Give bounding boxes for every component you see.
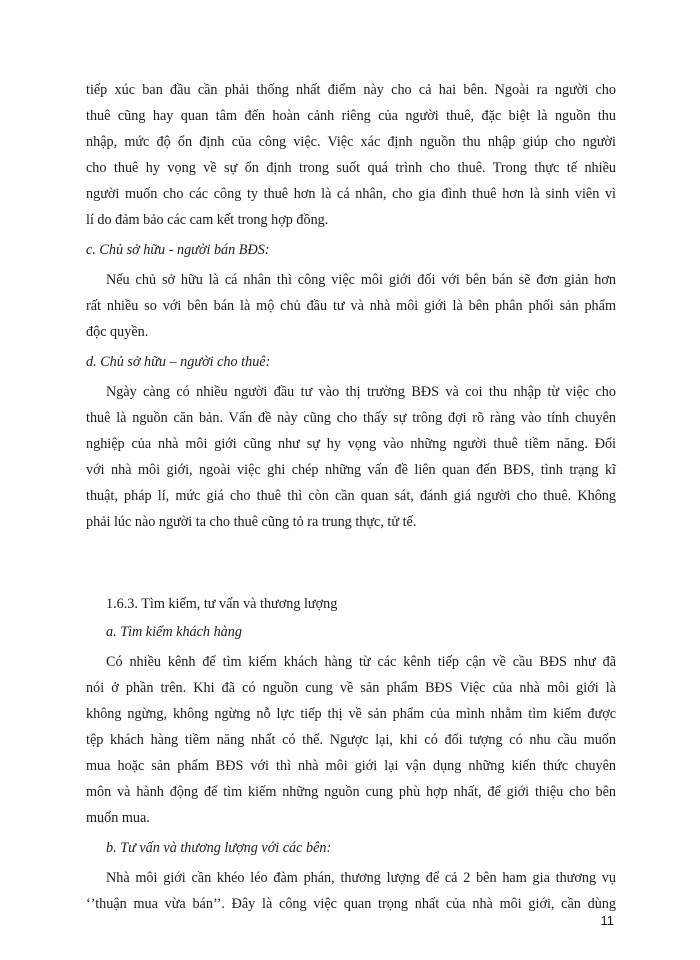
paragraph-line: thuê cũng hay quan tâm đến hoàn cảnh riêng của người thuê, đặc biệt là nguồn thu [86,108,616,124]
page-number: 11 [600,913,614,928]
paragraph-line: người muốn cho các công ty thuê hơn là cá nhân, cho gia đình thuê hơn là sinh viên vì [86,186,616,202]
paragraph-line: phải lúc nào người ta cho thuê cũng tỏ ra trung thực, tử tế. [86,514,417,530]
paragraph-line: Có nhiều kênh để tìm kiếm khách hàng từ các kênh tiếp cận về cầu BĐS như đã [106,654,616,670]
paragraph-line: với nhà môi giới, ngoài việc ghi chép những vấn đề liên quan đến BĐS, tình trạng kĩ [86,462,616,478]
paragraph-line: độc quyền. [86,324,149,340]
paragraph-line: mua hoặc sản phẩm BĐS với thì nhà môi giới lại vận dụng những kiến thức chuyên [86,758,616,774]
paragraph-line: rất nhiều so với bên bán là mộ chủ đầu tư và nhà môi giới là bên phân phối sản phẩm [86,298,616,314]
paragraph-line: môn và hành động để tìm kiếm những nguồn cung phù hợp nhất, để giới thiệu cho bên [86,784,616,800]
paragraph-line: muốn mua. [86,810,150,826]
paragraph-line: cho thuê hy vọng về sự ổn định trong suốt quá trình cho thuê. Trong thực tế nhiều [86,160,616,176]
paragraph-line: ‘’thuận mua vừa bán’’. Đây là công việc quan trọng nhất của nhà môi giới, cần dùng [86,896,616,912]
paragraph-line: lí do đảm bảo các cam kết trong hợp đồng. [86,212,329,228]
paragraph-line: nghiệp của nhà môi giới cũng như sự hy vọng vào những người thuê tiềm năng. Đối [86,436,616,452]
subheading-c: c. Chủ sở hữu - người bán BĐS: [86,242,270,258]
paragraph-line: không ngừng, không ngừng nỗ lực tiếp thị về sản phẩm của mình nhằm tìm kiếm được [86,706,616,722]
paragraph-line: tiếp xúc ban đầu cần phải thống nhất điểm này cho cả hai bên. Ngoài ra người cho [86,82,616,98]
paragraph-line: nói ở phần trên. Khi đã có nguồn cung về sản phẩm BĐS Việc của nhà môi giới là [86,680,616,696]
subheading-d: d. Chủ sở hữu – người cho thuê: [86,354,271,370]
subheading-a: a. Tìm kiếm khách hàng [106,624,242,640]
paragraph-line: Ngày càng có nhiều người đầu tư vào thị trường BĐS và coi thu nhập từ việc cho [106,384,616,400]
paragraph-line: thuê là nguồn căn bản. Vấn đề này cũng cho thấy sự trông đợi rõ ràng vào tính chuyên [86,410,616,426]
paragraph-line: nhập, mức độ ổn định của công việc. Việc xác định nguồn thu nhập giúp cho người [86,134,616,150]
section-title: 1.6.3. Tìm kiếm, tư vấn và thương lượng [106,596,338,612]
paragraph-line: tệp khách hàng tiềm năng nhất có thể. Ngược lại, khi có đối tượng có nhu cầu muốn [86,732,616,748]
paragraph-line: Nếu chủ sở hữu là cá nhân thì công việc môi giới đối với bên bán sẽ đơn giản hơn [106,272,616,288]
paragraph-line: thuật, pháp lí, mức giá cho thuê thì còn cần quan sát, đánh giá người cho thuê. Không [86,488,616,504]
subheading-b: b. Tư vấn và thương lượng với các bên: [106,840,332,856]
paragraph-line: Nhà môi giới cần khéo léo đàm phán, thương lượng để cả 2 bên ham gia thương vụ [106,870,616,886]
